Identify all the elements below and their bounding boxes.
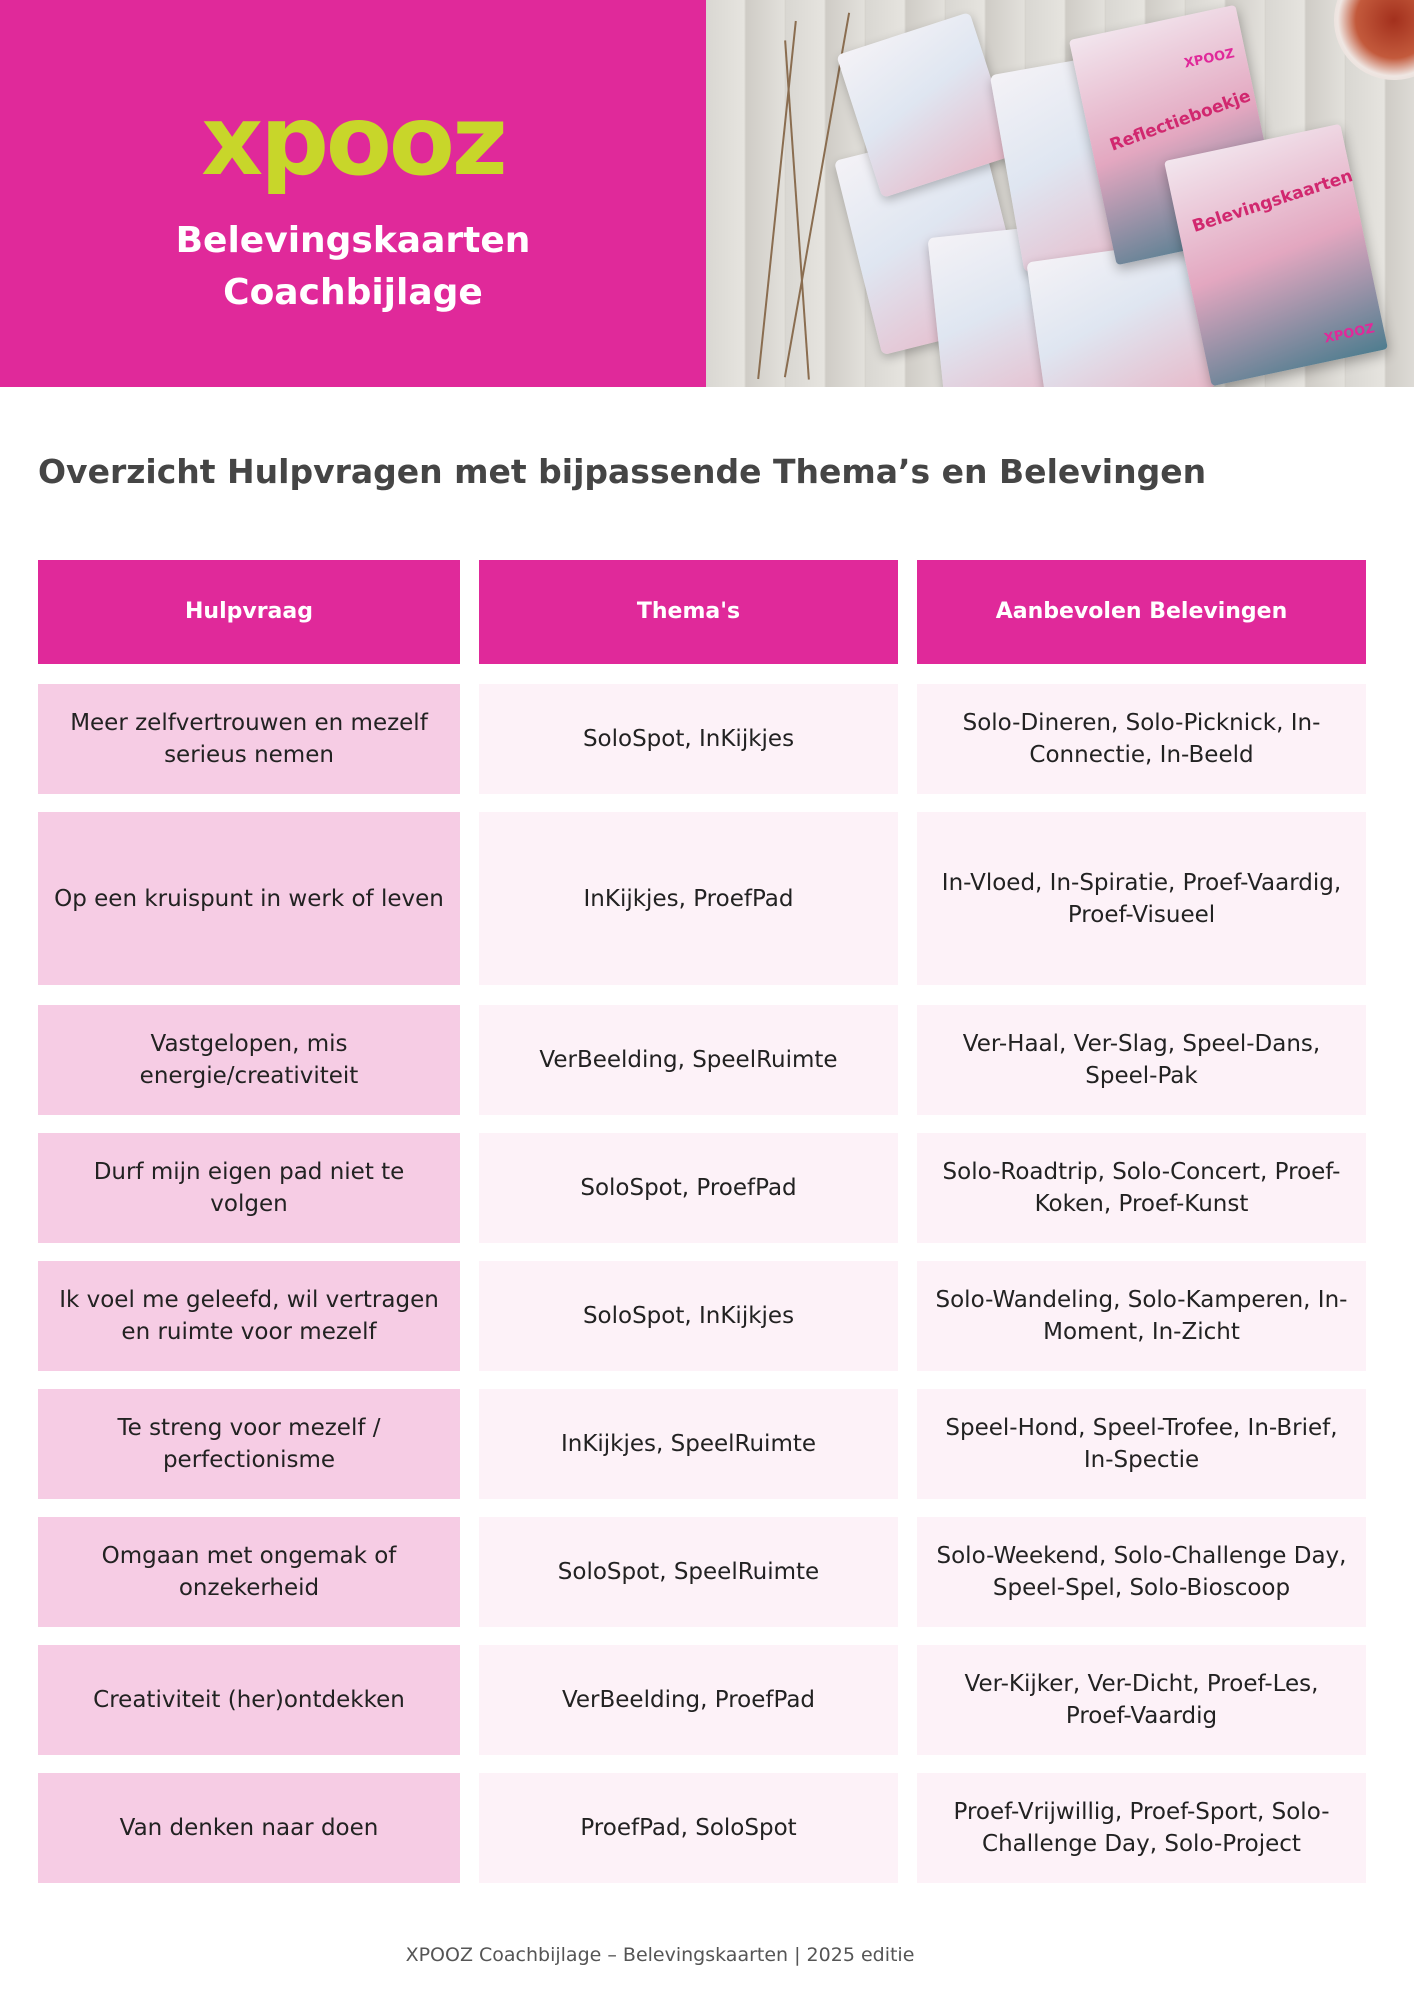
box-logo: XPOOZ — [1323, 321, 1377, 347]
cell-hulpvraag: Creativiteit (her)ontdekken — [38, 1645, 460, 1755]
header-belevingen: Aanbevolen Belevingen — [917, 560, 1366, 664]
tea-cup — [1334, 0, 1414, 80]
cell-themas: VerBeelding, SpeelRuimte — [479, 1005, 898, 1115]
cell-hulpvraag: Van denken naar doen — [38, 1773, 460, 1883]
cell-hulpvraag: Te streng voor mezelf / perfectionisme — [38, 1389, 460, 1499]
brand-title — [176, 215, 531, 319]
cell-themas: SoloSpot, ProefPad — [479, 1133, 898, 1243]
cell-hulpvraag: Op een kruispunt in werk of leven — [38, 812, 460, 985]
cell-hulpvraag: Ik voel me geleefd, wil vertragen en ruimte voor mezelf — [38, 1261, 460, 1371]
cell-themas: InKijkjes, SpeelRuimte — [479, 1389, 898, 1499]
cell-hulpvraag: Vastgelopen, mis energie/creativiteit — [38, 1005, 460, 1115]
header-banner — [0, 0, 1414, 387]
cell-themas: SoloSpot, InKijkjes — [479, 684, 898, 794]
book-logo: XPOOZ — [1182, 46, 1236, 72]
cell-belevingen: Speel-Hond, Speel-Trofee, In-Brief, In-Spectie — [917, 1389, 1366, 1499]
dried-flower-stem — [784, 40, 810, 379]
cell-themas: VerBeelding, ProefPad — [479, 1645, 898, 1755]
xpooz-logo: xpooz — [201, 84, 505, 197]
cell-belevingen: Solo-Dineren, Solo-Picknick, In-Connectie, In-Beeld — [917, 684, 1366, 794]
product-photo — [706, 0, 1414, 387]
cell-belevingen: Solo-Wandeling, Solo-Kamperen, In-Moment, In-Zicht — [917, 1261, 1366, 1371]
cell-hulpvraag: Omgaan met ongemak of onzekerheid — [38, 1517, 460, 1627]
cell-themas: ProefPad, SoloSpot — [479, 1773, 898, 1883]
brand-panel — [0, 0, 706, 387]
dried-flower-stem — [757, 21, 797, 379]
cell-belevingen: Ver-Haal, Ver-Slag, Speel-Dans, Speel-Pak — [917, 1005, 1366, 1115]
cell-hulpvraag: Meer zelfvertrouwen en mezelf serieus nemen — [38, 684, 460, 794]
cell-belevingen: Ver-Kijker, Ver-Dicht, Proef-Les, Proef-Vaardig — [917, 1645, 1366, 1755]
brand-title-line1: Belevingskaarten — [175, 219, 531, 261]
cell-themas: InKijkjes, ProefPad — [479, 812, 898, 985]
cell-hulpvraag: Durf mijn eigen pad niet te volgen — [38, 1133, 460, 1243]
cell-themas: SoloSpot, SpeelRuimte — [479, 1517, 898, 1627]
cell-belevingen: Solo-Weekend, Solo-Challenge Day, Speel-Spel, Solo-Bioscoop — [917, 1517, 1366, 1627]
book-title: Reflectieboekje — [1107, 86, 1254, 156]
cell-belevingen: Solo-Roadtrip, Solo-Concert, Proef-Koken, Proef-Kunst — [917, 1133, 1366, 1243]
cell-belevingen: In-Vloed, In-Spiratie, Proef-Vaardig, Proef-Visueel — [917, 812, 1366, 985]
header-themas: Thema's — [479, 560, 898, 664]
brand-title-line2: Coachbijlage — [223, 271, 483, 313]
box-title: Belevingskaarten — [1189, 166, 1356, 237]
page-title: Overzicht Hulpvragen met bijpassende Thema’s en Belevingen — [38, 452, 1207, 491]
header-hulpvraag: Hulpvraag — [38, 560, 460, 664]
cell-belevingen: Proef-Vrijwillig, Proef-Sport, Solo-Challenge Day, Solo-Project — [917, 1773, 1366, 1883]
cell-themas: SoloSpot, InKijkjes — [479, 1261, 898, 1371]
footer-text: XPOOZ Coachbijlage – Belevingskaarten | 2025 editie — [405, 1944, 915, 1966]
